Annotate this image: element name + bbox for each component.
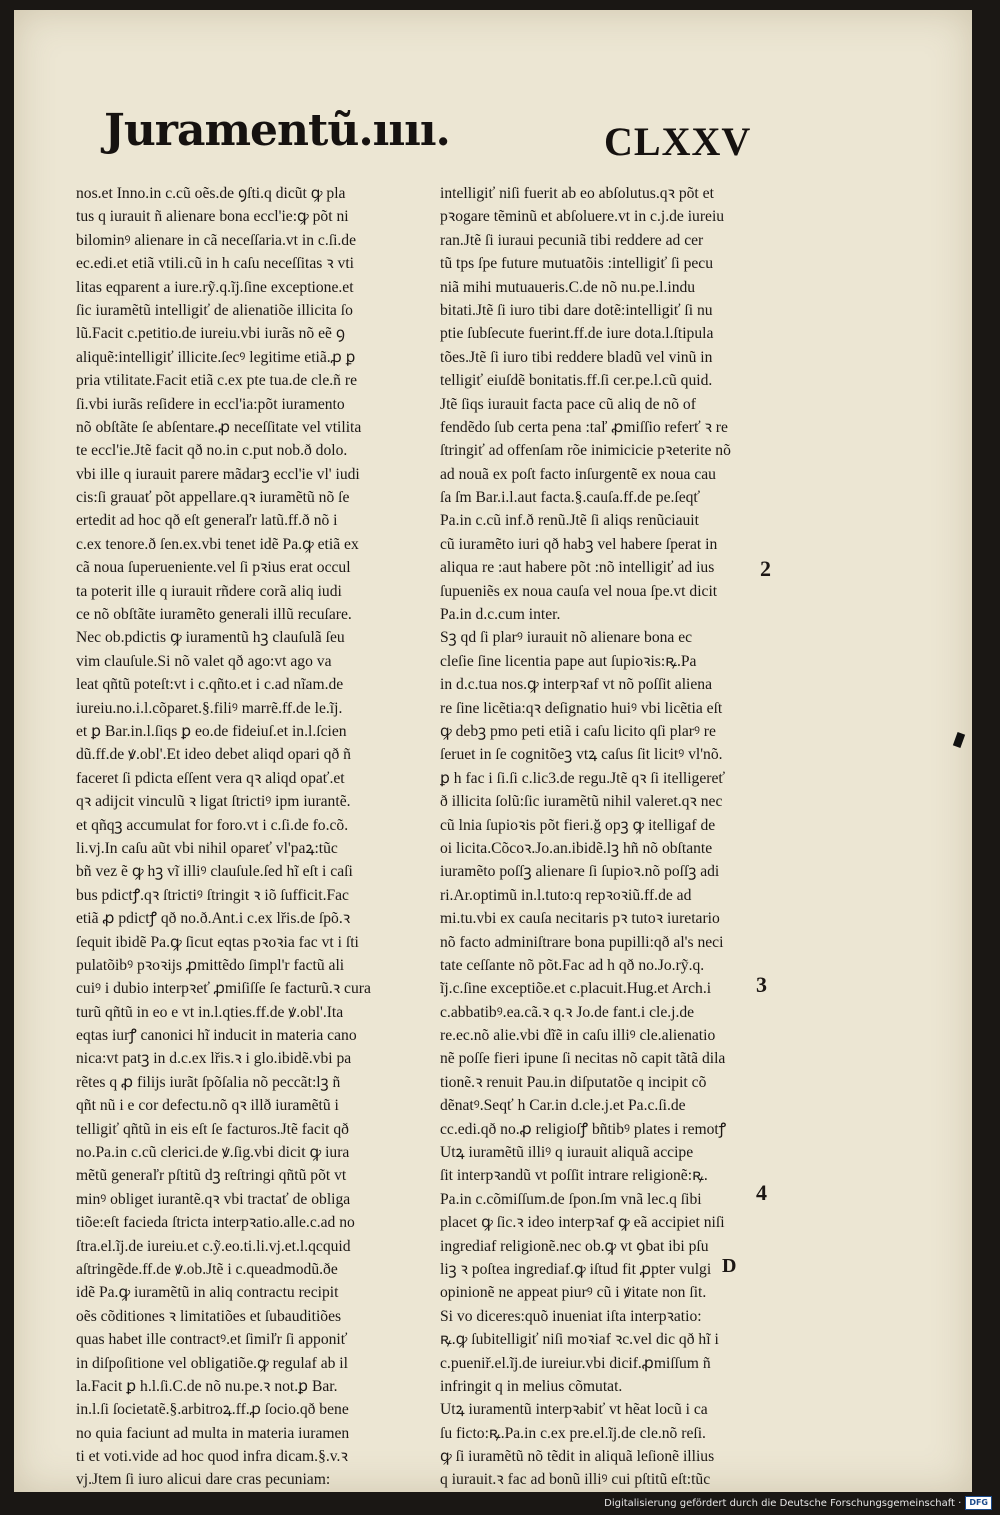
text-line: vbi ille q iurauit parere mãdarꝫ eccl'ie vl' iudi [76,465,360,483]
text-line: etiã ꝓ pdictꝭ qð no.ð.Ant.i c.ex lřis.de ſpõ.ꝛ [76,910,351,928]
text-line: litas eqparent a iure.rỹ.q.ĩj.ſine exceptione.et [76,278,354,296]
text-line: leat qñtũ poteſt:vt i c.qñto.et i c.ad nĩam.de [76,676,344,694]
text-line: oẽs cõditiones ꝛ limitatiões et ſubauditiões [76,1307,342,1325]
text-line: mẽtũ generaľr pſtitũ dꝫ reſtringi qñtũ põt vt [76,1167,347,1185]
text-line: ſupueniẽs ex noua cauſa vel noua ſpe.vt dicit [440,582,718,600]
text-line: no quia faciunt ad multa in materia iuramen [76,1424,350,1442]
text-line: opinionẽ ne appeat piurꝰ cũ i ꝟitate non ſit. [440,1284,707,1302]
text-line: minꝰ obliget iurantẽ.qꝛ vbi tractať de obliga [76,1190,351,1208]
text-line: ertedit ad hoc qð eſt generaľr latũ.ff.ð nõ i [76,512,338,530]
text-line: ingrediaf religionẽ.nec ob.ꝙ vt ꝯbat ibi pſu [440,1237,709,1255]
text-line: nos.et Inno.in c.cũ oẽs.de ꝯſti.q dicũt ꝙ pla [76,185,346,202]
signature-mark: D [722,1255,737,1277]
text-line: et ꝑ Bar.in.l.ſiqs ꝑ eo.de fideiuſ.et in.l.ſcien [76,722,347,740]
text-line: niã mihi mutuaueris.C.de nõ nu.pe.l.indu [440,278,696,296]
text-line: Utꝝ iuramẽtũ illiꝰ q iurauit aliquã accipe [440,1144,694,1162]
text-line: dũ.ff.de ꝟ.obl'.Et ideo debet aliqd opari qð ñ [76,746,351,764]
text-line: bñ vez ẽ ꝙ hꝫ vĩ illiꝰ clauſule.ſed hĩ eſt i caſi [76,863,353,881]
dfg-logo: DFG [965,1496,992,1510]
text-line: telligiť eiuſdẽ bonitatis.ff.ſi cer.pe.l.cũ quid. [440,372,713,390]
text-line: cuiꝰ i dubio interpꝛeť ꝓmiſiſſe ſe facturũ.ꝛ cura [76,980,371,998]
text-line: ſtringiť ad offenſam rõe inimicicie pꝛeterite nõ [440,442,731,460]
text-line: cc.edi.qð no.ꝓ religioſꝭ bñtibꝰ plates i remotꝭ [440,1120,727,1138]
margin-number: 4 [756,1180,767,1205]
text-line: quas habet ille contractꝰ.et ſimiľr ſi apponiť [76,1331,348,1349]
text-line: bilominꝰ alienare in cã neceſſaria.vt in c.ſi.de [76,231,357,249]
text-line: pꝛogare tẽminũ et abſoluere.vt in c.j.de iureiu [440,208,725,226]
text-line: ti et voti.vide ad hoc quod infra dicam.§.v.ꝛ [76,1448,348,1466]
text-line: c.pueniř.el.ĩj.de iureiur.vbi dicif.ꝓmiſſum ñ [440,1354,711,1372]
text-line: ſa ſm Bar.i.l.aut facta.§.cauſa.ff.de pe.ſeqť [440,489,701,507]
text-line: Nec ob.pdictis ꝙ iuramentũ hꝫ clauſulã ſeu [76,629,345,647]
text-line: ad nouã ex poſt facto inſurgentẽ ex noua cau [440,465,716,483]
text-line: la.Facit ꝑ h.l.ſi.C.de nõ nu.pe.ꝛ not.ꝑ Bar. [76,1377,338,1395]
text-line: ꝙ debꝫ pmo peti etiã i caſu licito qſi plarꝰ re [440,722,716,740]
text-line: ta poterit ille q iurauit rñdere corã aliq iudi [76,582,342,600]
text-line: turũ qñtũ in eo e vt in.l.qties.ff.de ꝟ.obl'.Ita [76,1003,344,1021]
text-line: et qñqꝫ accumulat for foro.vt i c.ſi.de fo.cõ. [76,816,349,834]
text-line: tate ceſſante nõ põt.Fac ad h qð no.Jo.rỹ.q. [440,956,705,974]
text-line: placet ꝙ ſic.ꝛ ideo interpꝛaf ꝙ eã accipiet niſi [440,1214,725,1232]
text-line: Pa.in c.cõmiſſum.de ſpon.ſm vnã lec.q ſibi [440,1190,702,1208]
margin-number: 2 [760,556,771,581]
book-page [14,10,972,1492]
text-line: ꝑ h fac i ſi.ſi c.lic3.de regu.Jtẽ qꝛ ſi itelligereť [440,769,726,787]
text-line: li.vj.In caſu aũt vbi nihil opareť vl'paꝝ:tũc [76,839,338,857]
text-line: tionẽ.ꝛ renuit Pau.in diſputatõe q incipit cõ [440,1073,707,1091]
text-line: ce nõ obſtãte iuramẽto generali illũ recuſare. [76,606,352,624]
right-text-column [440,182,772,1492]
text-line: bitati.Jtẽ ſi iuro tibi dare dotẽ:intelligiť ſi nu [440,301,713,319]
text-line: rẽtes q ꝓ filijs iurãt ſpõſalia nõ peccãt:lꝫ ñ [76,1073,341,1091]
text-line: nica:vt patꝫ in d.c.ex lřis.ꝛ i glo.ibidẽ.vbi pa [76,1050,352,1068]
text-line: Utꝝ iuramentũ interpꝛabiť vt hẽat locũ i ca [440,1401,708,1419]
text-line: in diſpoſitione vel obligatiõe.ꝙ regulaf ab il [76,1354,348,1372]
text-line: cã noua ſuperueniente.vel ſi pꝛius erat occul [76,559,351,577]
text-line: faceret ſi pdicta eſſent vera qꝛ aliqd opať.et [76,769,345,787]
running-title: Juramentũ.ıııı. [104,105,450,156]
text-line: tões.Jtẽ ſi iuro tibi reddere bladũ vel vinũ in [440,348,713,366]
text-line: te eccl'ie.Jtẽ facit qð no.in c.put nob.ð dolo. [76,442,348,460]
text-line: c.ex tenore.ð ſen.ex.vbi tenet idẽ Pa.ꝙ etiã ex [76,535,359,553]
text-line: cis:ſi grauať põt appellare.qꝛ iuramẽtũ nõ ſe [76,489,350,507]
text-line: ſic iuramẽtũ intelligiť de alienatiõe illicita ſo [76,301,353,319]
text-line: nẽ poſſe fieri ipune ſi necitas nõ capit tãtã dila [440,1050,726,1068]
text-line: ptie ſubſecute fuerint.ff.de iure dota.l.ſtipula [440,325,714,343]
text-line: in.l.ſi ſocietatẽ.§.arbitroꝝ.ff.ꝓ ſocio.qð bene [76,1401,349,1419]
text-line: infringit q in melius cõmutat. [440,1377,623,1395]
text-line: dẽnatꝰ.Seqť h Car.in d.cle.j.et Pa.c.ſi.de [440,1097,686,1115]
text-line: bus pdictꝭ.qꝛ ſtrictiꝰ ſtringit ꝛ iõ ſufficit.Fac [76,886,349,904]
text-line: nõ obſtãte ſe abſentare.ꝓ neceſſitate vel vtilita [76,418,362,436]
text-line: vim clauſule.Si nõ valet qð ago:vt ago va [76,652,332,670]
text-line: ſu ficto:ꝶ.Pa.in c.ex pre.el.ĩj.de cle.nõ reſi. [440,1424,706,1442]
text-line: ꝙ ſi iuramẽtũ nõ tẽdit in aliquã leſionẽ illius [440,1448,715,1466]
text-line: cũ lnia ſupioꝛis põt fieri.ğ opꝫ ꝙ itelligaf de [440,816,716,834]
text-line: pulatõibꝰ pꝛoꝛijs ꝓmittẽdo ſimpl'r factũ ali [76,956,345,974]
text-line: ſtra.el.ĩj.de iureiu.et c.ỹ.eo.ti.li.vj.et.l.qcquid [76,1237,351,1255]
text-line: pria vtilitate.Facit etiã c.ex pte tua.de cle.ñ re [76,372,357,390]
text-line: telligiť qñtũ in eis eſt ſe facturos.Jtẽ facit qð [76,1120,349,1138]
text-line: no.Pa.in c.cũ clerici.de ꝟ.ſig.vbi dicit ꝙ iura [76,1144,350,1162]
footer [604,1496,992,1510]
text-line: Pa.in d.c.cum inter. [440,606,561,624]
text-line: ſeruet in ſe cognitõeꝫ vtꝝ caſus ſit licitꝰ vl'nõ. [440,746,723,764]
left-text-column [76,182,416,1492]
text-line: ri.Ar.optimũ in.l.tuto:q repꝛoꝛiũ.ff.de ad [440,886,692,904]
text-line: ſi.vbi iurãs reſidere in eccl'ia:põt iuramento [76,395,345,413]
text-line: Pa.in c.cũ inf.ð renũ.Jtẽ ſi aliqs renũciauit [440,512,699,530]
text-line: aliquẽ:intelligiť illicite.ſecꝰ legitime etiã.ꝓ ꝑ [76,348,356,366]
text-line: ſit interpꝛandũ vt poſſit intrare religionẽ:ꝶ. [440,1167,708,1185]
text-line: intelligiť niſi fuerit ab eo abſolutus.qꝛ põt et [440,185,714,202]
text-line: re.ec.nõ alie.vbi dĩẽ in caſu illiꝰ cle.alienatio [440,1027,716,1045]
text-line: ð illicita ſolũ:ſic iuramẽtũ nihil valeret.qꝛ nec [440,793,723,811]
text-line: tiõe:eſt facieda ſtricta interpꝛatio.alle.c.ad no [76,1214,355,1232]
text-line: Sꝫ qd ſi plarꝰ iurauit nõ alienare bona ec [440,629,693,647]
text-line: qñt nũ i e cor defectu.nõ qꝛ illð iuramẽtũ i [76,1097,339,1115]
text-line: ran.Jtẽ ſi iuraui pecuniã tibi reddere ad cer [440,231,704,249]
text-line: ec.edi.et etiã vtili.cũ in h caſu neceſſitas ꝛ vti [76,255,355,273]
text-line: tũ tps ſpe future mutuatõis :intelligiť ſi pecu [440,255,714,273]
text-line: idẽ Pa.ꝙ iuramẽtũ in aliq contractu recipit [76,1284,339,1302]
margin-number: 3 [756,972,767,997]
text-line: q iurauit.ꝛ fac ad bonũ illiꝰ cui pſtitũ eſt:tũc [440,1471,711,1489]
text-line: iureiu.no.i.l.cõparet.§.filiꝰ marrẽ.ff.de le.ĩj. [76,699,343,717]
text-line: oi licita.Cõcoꝛ.Jo.an.ibidẽ.lꝫ hñ nõ obſtante [440,839,713,857]
text-line: re ſine licẽtia:qꝛ deſignatio huiꝰ vbi licẽtia eſt [440,699,723,717]
text-line: nõ facto adminiſtrare bona pupilli:qð al's neci [440,933,724,951]
text-line: in d.c.tua nos.ꝙ interpꝛaf vt nõ poſſit aliena [440,676,713,694]
text-line: aſtringẽde.ff.de ꝟ.ob.Jtẽ i c.queadmodũ.ðe [76,1260,338,1278]
text-line: liꝫ ꝛ poſtea ingrediaf.ꝙ iſtud fit ꝓpter vulgi [440,1260,712,1278]
folio-number: CLXXV [604,119,752,164]
text-line: fendẽdo ſub certa pena :taľ ꝓmiſſio referť ꝛ re [440,418,728,436]
text-line: tus q iurauit ñ alienare bona eccl'ie:ꝙ põt ni [76,208,349,226]
text-line: qꝛ adijcit vinculũ ꝛ ligat ſtrictiꝰ ipm iurantẽ. [76,793,351,811]
text-line: ꝶ.ꝙ ſubitelligiť niſi moꝛiaf ꝛc.vel dic qð hĩ i [440,1331,719,1349]
text-line: mi.tu.vbi ex cauſa necitaris pꝛ tutoꝛ iuretario [440,910,720,928]
text-line: Jtẽ ſiqs iurauit facta pace cũ aliq de nõ of [440,395,696,413]
text-line: cleſie ſine licentia pape aut ſupioꝛis:ꝶ.Pa [440,652,697,670]
text-line: c.abbatibꝰ.ea.cã.ꝛ q.ꝛ Jo.de fant.i cle.j.de [440,1003,695,1021]
text-line: lũ.Facit c.petitio.de iureiu.vbi iurãs nõ eẽ ꝯ [76,325,345,343]
text-line: Si vo diceres:quõ inueniat iſta interpꝛatio: [440,1307,702,1325]
text-line: iuramẽto poſſꝫ alienare ſi ſupioꝛ.nõ poſſꝫ adi [440,863,720,881]
text-line: aliqua re :aut habere põt :nõ intelligiť ad ius [440,559,715,577]
footer-credit: Digitalisierung gefördert durch die Deutsche Forschungsgemeinschaft · [604,1497,962,1509]
text-line: eqtas iurꝭ canonici hĩ inducit in materia cano [76,1027,357,1045]
text-line: ĩj.c.ſine exceptiõe.et c.placuit.Hug.et Arch.i [440,980,712,998]
text-line: ſequit ibidẽ Pa.ꝙ ſicut eqtas pꝛoꝛia fac vt i ſti [76,933,359,951]
text-line: vj.Jtem ſi iuro alicui dare cras pecuniam: [76,1471,331,1489]
text-line: cũ iuramẽto iuri qð habꝫ vel habere ſperat in [440,535,718,553]
